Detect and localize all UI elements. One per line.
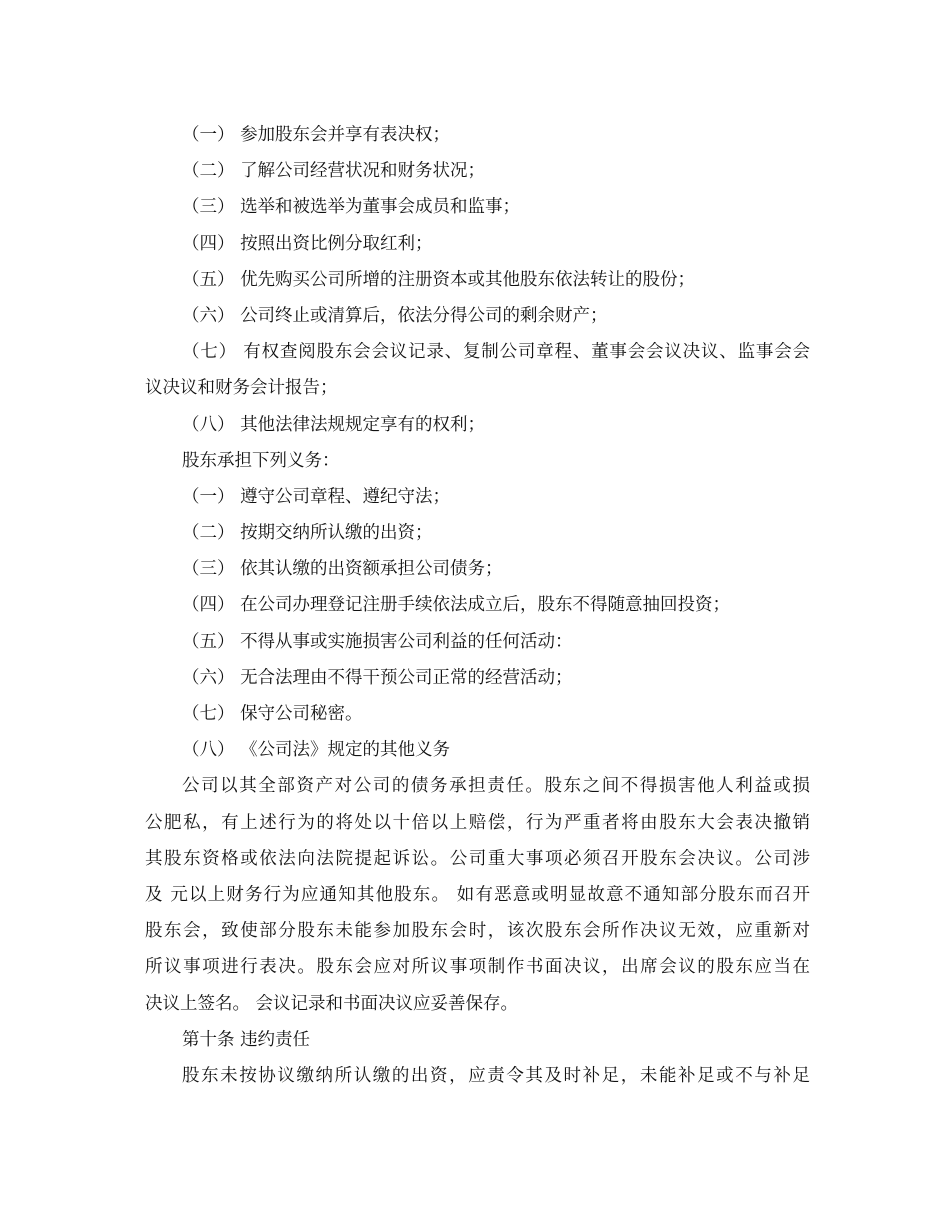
obligation-item-5: （五） 不得从事或实施损害公司利益的任何活动： <box>182 631 573 652</box>
obligation-item-6: （六） 无合法理由不得干预公司正常的经营活动； <box>182 667 573 688</box>
liability-line-2: 公肥私，有上述行为的将处以十倍以上赔偿，行为严重者将由股东大会表决撤销 <box>145 812 810 833</box>
rights-item-8: （八） 其他法律法规规定享有的权利； <box>182 414 486 435</box>
document-body <box>145 117 810 1094</box>
liability-line-6: 所议事项进行表决。股东会应对所议事项制作书面决议，出席会议的股东应当在 <box>145 957 810 978</box>
liability-line-5: 股东会，致使部分股东未能参加股东会时，该次股东会所作决议无效，应重新对 <box>145 921 810 942</box>
article-10-heading: 第十条 违约责任 <box>182 1029 311 1050</box>
liability-line-7: 决议上签名。 会议记录和书面决议应妥善保存。 <box>145 993 519 1014</box>
breach-paragraph-line-1: 股东未按协议缴纳所认缴的出资，应责令其及时补足，未能补足或不与补足 <box>182 1065 810 1086</box>
rights-item-4: （四） 按照出资比例分取红利； <box>182 233 433 254</box>
rights-item-6: （六） 公司终止或清算后，依法分得公司的剩余财产； <box>182 305 608 326</box>
rights-item-7-line-1: （七） 有权查阅股东会会议记录、复制公司章程、董事会会议决议、监事会会 <box>182 342 810 363</box>
rights-item-3: （三） 选举和被选举为董事会成员和监事； <box>182 197 521 218</box>
liability-line-3: 其股东资格或依法向法院提起诉讼。公司重大事项必须召开股东会决议。公司涉 <box>145 848 810 869</box>
obligation-item-3: （三） 依其认缴的出资额承担公司债务； <box>182 559 503 580</box>
obligation-item-7: （七） 保守公司秘密。 <box>182 704 363 724</box>
liability-line-4: 及 元以上财务行为应通知其他股东。 如有恶意或明显故意不通知部分股东而召开 <box>145 884 810 905</box>
obligations-list <box>145 479 810 769</box>
liability-line-1: 公司以其全部资产对公司的债务承担责任。股东之间不得损害他人利益或损 <box>182 776 810 797</box>
rights-item-7-line-2: 议决议和财务会计报告； <box>145 378 338 399</box>
rights-item-2: （二） 了解公司经营状况和财务状况； <box>182 161 486 182</box>
obligation-item-4: （四） 在公司办理登记注册手续依法成立后，股东不得随意抽回投资； <box>182 595 731 616</box>
obligation-item-8: （八） 《公司法》规定的其他义务 <box>182 740 451 761</box>
obligation-item-1: （一） 遵守公司章程、遵纪守法； <box>182 486 451 507</box>
rights-item-1: （一） 参加股东会并享有表决权； <box>182 125 451 145</box>
obligations-heading: 股东承担下列义务： <box>182 450 340 471</box>
liability-paragraph <box>145 768 810 1021</box>
rights-item-5: （五） 优先购买公司所增的注册资本或其他股东依法转让的股份； <box>182 269 696 290</box>
obligation-item-2: （二） 按期交纳所认缴的出资； <box>182 523 433 544</box>
rights-list <box>145 117 810 443</box>
